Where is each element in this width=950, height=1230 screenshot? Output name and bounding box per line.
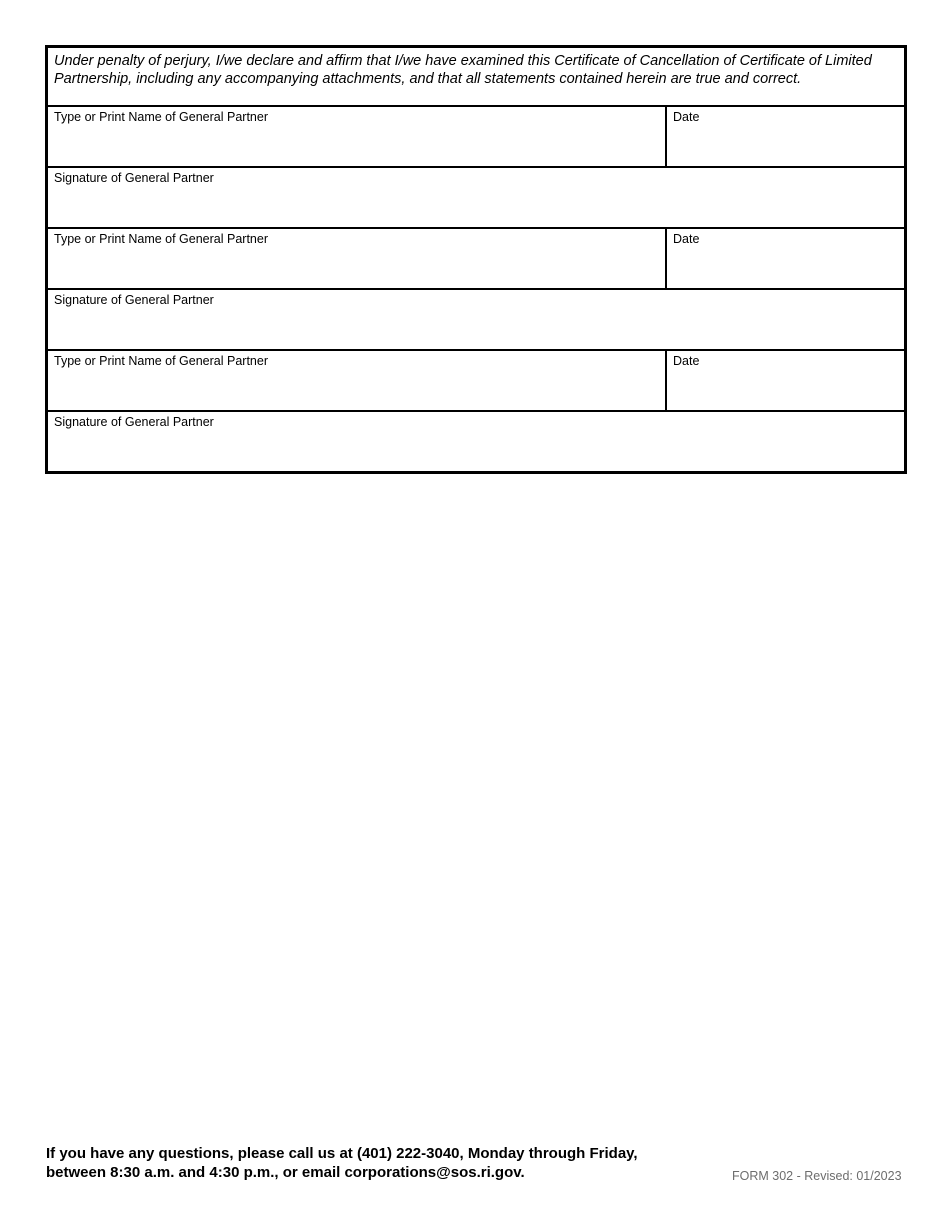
contact-line-2: between 8:30 a.m. and 4:30 p.m., or email corporations@sos.ri.gov.: [46, 1164, 525, 1181]
partner-3-date-field[interactable]: [667, 351, 904, 410]
partner-1-signature-field[interactable]: [48, 168, 904, 227]
partner-2-signature-row: [48, 290, 904, 351]
partner-1-name-label: Type or Print Name of General Partner: [54, 110, 268, 124]
partner-1-name-row: [48, 107, 904, 168]
affirmation-table: [45, 45, 907, 474]
partner-3-date-label: Date: [673, 354, 700, 368]
partner-3-name-field[interactable]: [48, 351, 667, 410]
partner-2-signature-label: Signature of General Partner: [54, 293, 214, 307]
partner-3-signature-field[interactable]: [48, 412, 904, 471]
contact-line-1: If you have any questions, please call us at (401) 222-3040, Monday through Friday,: [46, 1145, 638, 1162]
partner-2-name-label: Type or Print Name of General Partner: [54, 232, 268, 246]
partner-3-signature-row: [48, 412, 904, 471]
partner-1-date-label: Date: [673, 110, 700, 124]
partner-1-name-field[interactable]: [48, 107, 667, 166]
perjury-declaration: Under penalty of perjury, I/we declare and affirm that I/we have examined this Certificate of Cancellation of Certificate of Limited Partnership, including any accompanying attachments, and that all statements contained herein are true and correct.: [48, 48, 904, 107]
partner-1-date-field[interactable]: [667, 107, 904, 166]
partner-2-name-field[interactable]: [48, 229, 667, 288]
partner-2-date-field[interactable]: [667, 229, 904, 288]
partner-2-signature-field[interactable]: [48, 290, 904, 349]
partner-1-signature-label: Signature of General Partner: [54, 171, 214, 185]
contact-info: [46, 1144, 638, 1182]
partner-2-name-row: [48, 229, 904, 290]
partner-3-signature-label: Signature of General Partner: [54, 415, 214, 429]
partner-2-date-label: Date: [673, 232, 700, 246]
partner-1-signature-row: [48, 168, 904, 229]
partner-3-name-label: Type or Print Name of General Partner: [54, 354, 268, 368]
form-revision: FORM 302 - Revised: 01/2023: [732, 1169, 902, 1183]
partner-3-name-row: [48, 351, 904, 412]
